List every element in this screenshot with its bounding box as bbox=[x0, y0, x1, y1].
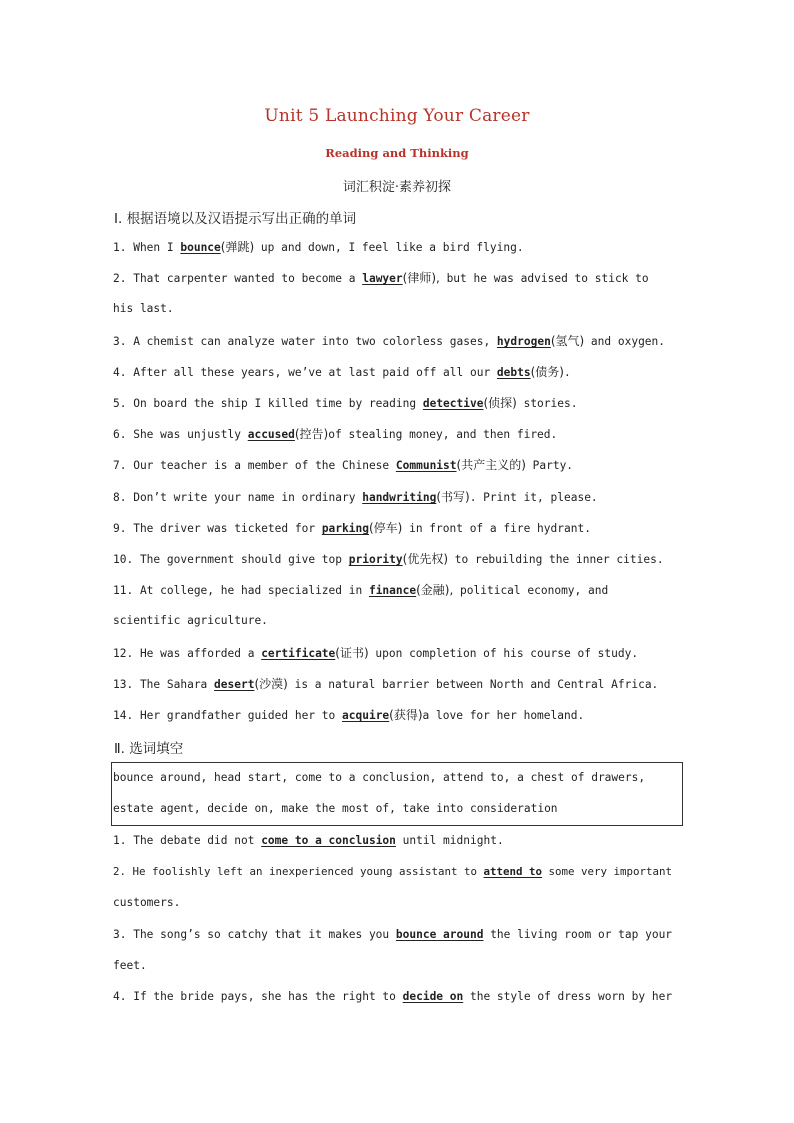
exercise-line: 8. Don’t write your name in ordinary handwriting(书写). Print it, please. bbox=[113, 490, 598, 504]
exercise-line: 6. She was unjustly accused(控告)of stealing money, and then fired. bbox=[113, 427, 558, 441]
word-bank-line: estate agent, decide on, make the most of, take into consideration bbox=[113, 802, 558, 815]
part2-heading: Ⅱ. 选词填空 bbox=[114, 741, 184, 757]
exercise-line: 11. At college, he had specialized in finance(金融), political economy, and bbox=[113, 583, 609, 597]
section-heading: 词汇积淀·素养初探 bbox=[342, 180, 452, 195]
answer: detective bbox=[422, 397, 484, 410]
answer: lawyer bbox=[362, 272, 403, 285]
exercise-line: 10. The government should give top priority(优先权) to rebuilding the inner cities. bbox=[113, 552, 664, 566]
exercise-line-cont: customers. bbox=[113, 896, 181, 909]
answer: decide on bbox=[402, 990, 464, 1003]
answer: hydrogen bbox=[496, 335, 551, 348]
answer: come to a conclusion bbox=[261, 834, 396, 847]
exercise-line: 4. If the bride pays, she has the right to decide on the style of dress worn by her bbox=[113, 990, 673, 1003]
exercise-line-cont: scientific agriculture. bbox=[113, 614, 268, 627]
exercise-line: 9. The driver was ticketed for parking(停车) in front of a fire hydrant. bbox=[113, 521, 591, 535]
lesson-subtitle: Reading and Thinking bbox=[325, 146, 469, 160]
answer: debts bbox=[496, 366, 531, 379]
answer: certificate bbox=[261, 647, 336, 660]
answer: Communist bbox=[395, 459, 457, 472]
exercise-line: 2. He foolishly left an inexperienced young assistant to attend to some very important bbox=[113, 865, 673, 878]
exercise-line: 3. The song’s so catchy that it makes you bounce around the living room or tap your bbox=[113, 928, 673, 941]
exercise-line: 7. Our teacher is a member of the Chinese Communist(共产主义的) Party. bbox=[113, 458, 574, 472]
answer: desert bbox=[214, 678, 255, 691]
answer: priority bbox=[348, 553, 403, 566]
answer: bounce bbox=[180, 241, 221, 254]
exercise-line: 4. After all these years, we’ve at last paid off all our debts(债务). bbox=[113, 365, 571, 379]
word-bank-line: bounce around, head start, come to a conclusion, attend to, a chest of drawers, bbox=[113, 771, 646, 784]
answer: accused bbox=[247, 428, 295, 441]
exercise-line: 13. The Sahara desert(沙漠) is a natural barrier between North and Central Africa. bbox=[113, 677, 659, 691]
answer: attend to bbox=[483, 865, 543, 878]
answer: handwriting bbox=[362, 491, 437, 504]
part1-heading: Ⅰ. 根据语境以及汉语提示写出正确的单词 bbox=[114, 211, 357, 227]
exercise-line: 2. That carpenter wanted to become a lawyer(律师), but he was advised to stick to bbox=[113, 271, 649, 285]
answer: parking bbox=[321, 522, 369, 535]
answer: finance bbox=[368, 584, 417, 597]
exercise-line-cont: feet. bbox=[113, 959, 147, 972]
answer: bounce around bbox=[395, 928, 484, 941]
answer: acquire bbox=[342, 709, 390, 722]
exercise-line: 14. Her grandfather guided her to acquire(获得)a love for her homeland. bbox=[113, 708, 585, 722]
exercise-line-cont: his last. bbox=[113, 302, 174, 315]
exercise-line: 1. The debate did not come to a conclusion until midnight. bbox=[113, 834, 504, 847]
exercise-line: 1. When I bounce(弹跳) up and down, I feel like a bird flying. bbox=[113, 240, 524, 254]
exercise-line: 3. A chemist can analyze water into two colorless gases, hydrogen(氢气) and oxygen. bbox=[113, 334, 666, 348]
exercise-line: 5. On board the ship I killed time by reading detective(侦探) stories. bbox=[113, 396, 578, 410]
exercise-line: 12. He was afforded a certificate(证书) upon completion of his course of study. bbox=[113, 646, 639, 660]
unit-title: Unit 5 Launching Your Career bbox=[264, 106, 530, 126]
